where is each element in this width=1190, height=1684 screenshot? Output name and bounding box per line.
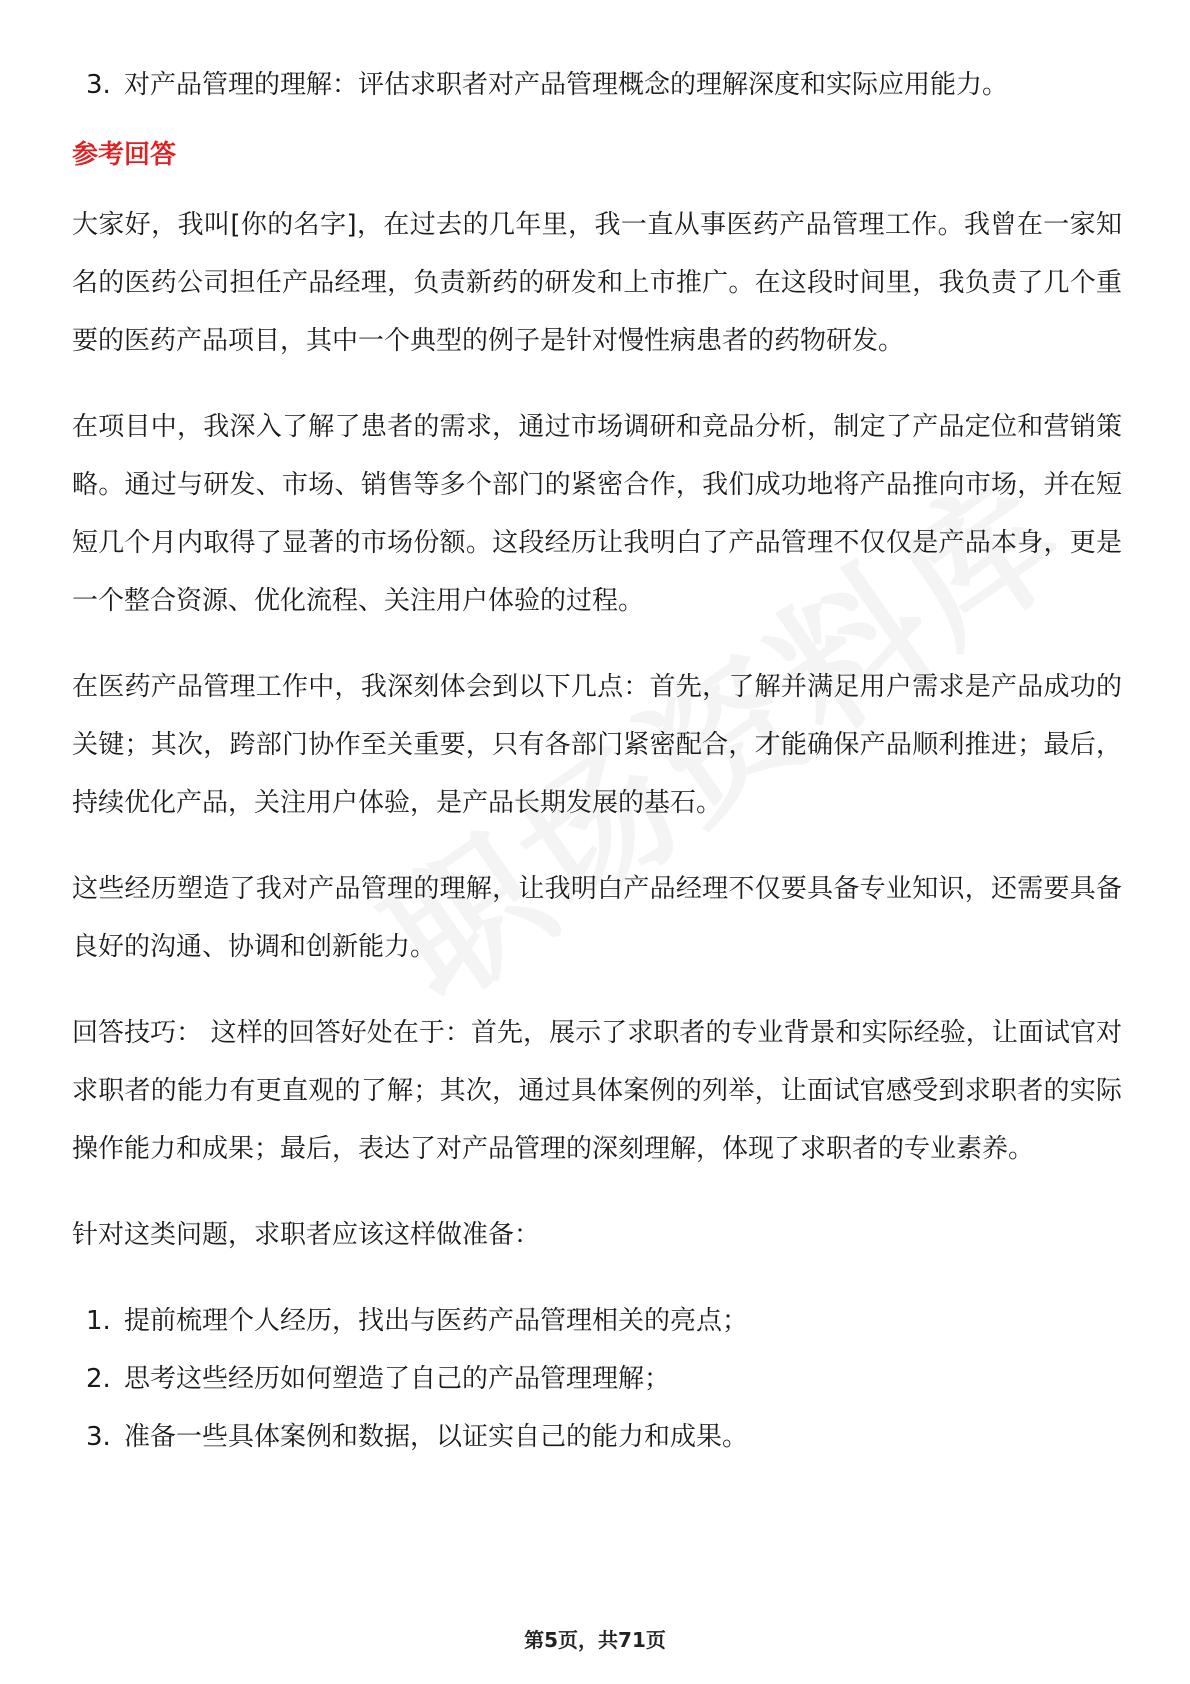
page-number-footer: 第5页，共71页 (524, 1628, 666, 1652)
list-item-text: 思考这些经历如何塑造了自己的产品管理理解； (124, 1364, 671, 1394)
answer-paragraph-conclusion: 这些经历塑造了我对产品管理的理解，让我明白产品经理不仅要具备专业知识，还需要具备良好的沟通、协调和创新能力。 (72, 874, 1122, 962)
list-item-number: 3. (86, 1422, 111, 1452)
answer-paragraph-intro: 大家好，我叫[你的名字]，在过去的几年里，我一直从事医药产品管理工作。我曾在一家知名的医药公司担任产品经理，负责新药的研发和上市推广。在这段时间里，我负责了几个重要的医药产品项目，其中一个典型的例子是针对慢性病患者的药物研发。 (72, 210, 1122, 356)
list-item-number: 2. (86, 1364, 111, 1394)
list-item-text: 对产品管理的理解：评估求职者对产品管理概念的理解深度和实际应用能力。 (124, 70, 1009, 100)
criteria-list (72, 56, 1122, 114)
answer-paragraph-insights: 在医药产品管理工作中，我深刻体会到以下几点：首先，了解并满足用户需求是产品成功的关键；其次，跨部门协作至关重要，只有各部门紧密配合，才能确保产品顺利推进；最后，持续优化产品，关注用户体验，是产品长期发展的基石。 (72, 672, 1122, 818)
preparation-list (72, 1292, 1122, 1466)
answer-tips-paragraph: 回答技巧： 这样的回答好处在于：首先，展示了求职者的专业背景和实际经验，让面试官对求职者的能力有更直观的了解；其次，通过具体案例的列举，让面试官感受到求职者的实际操作能力和成果；最后，表达了对产品管理的深刻理解，体现了求职者的专业素养。 (72, 1018, 1122, 1164)
list-item-text: 提前梳理个人经历，找出与医药产品管理相关的亮点； (124, 1306, 749, 1336)
list-item-number: 3. (86, 70, 111, 100)
list-item (72, 1292, 1122, 1350)
section-heading: 参考回答 (72, 140, 177, 170)
list-item-number: 1. (86, 1306, 111, 1336)
list-item (72, 1350, 1122, 1408)
answer-paragraph-project: 在项目中，我深入了解了患者的需求，通过市场调研和竞品分析，制定了产品定位和营销策略。通过与研发、市场、销售等多个部门的紧密合作，我们成功地将产品推向市场，并在短短几个月内取得了显著的市场份额。这段经历让我明白了产品管理不仅仅是产品本身，更是一个整合资源、优化流程、关注用户体验的过程。 (72, 412, 1122, 616)
list-item (72, 1408, 1122, 1466)
list-item (72, 56, 1122, 114)
list-item-text: 准备一些具体案例和数据，以证实自己的能力和成果。 (124, 1422, 749, 1452)
preparation-intro: 针对这类问题，求职者应该这样做准备： (72, 1220, 541, 1250)
document-content (72, 56, 1122, 1466)
